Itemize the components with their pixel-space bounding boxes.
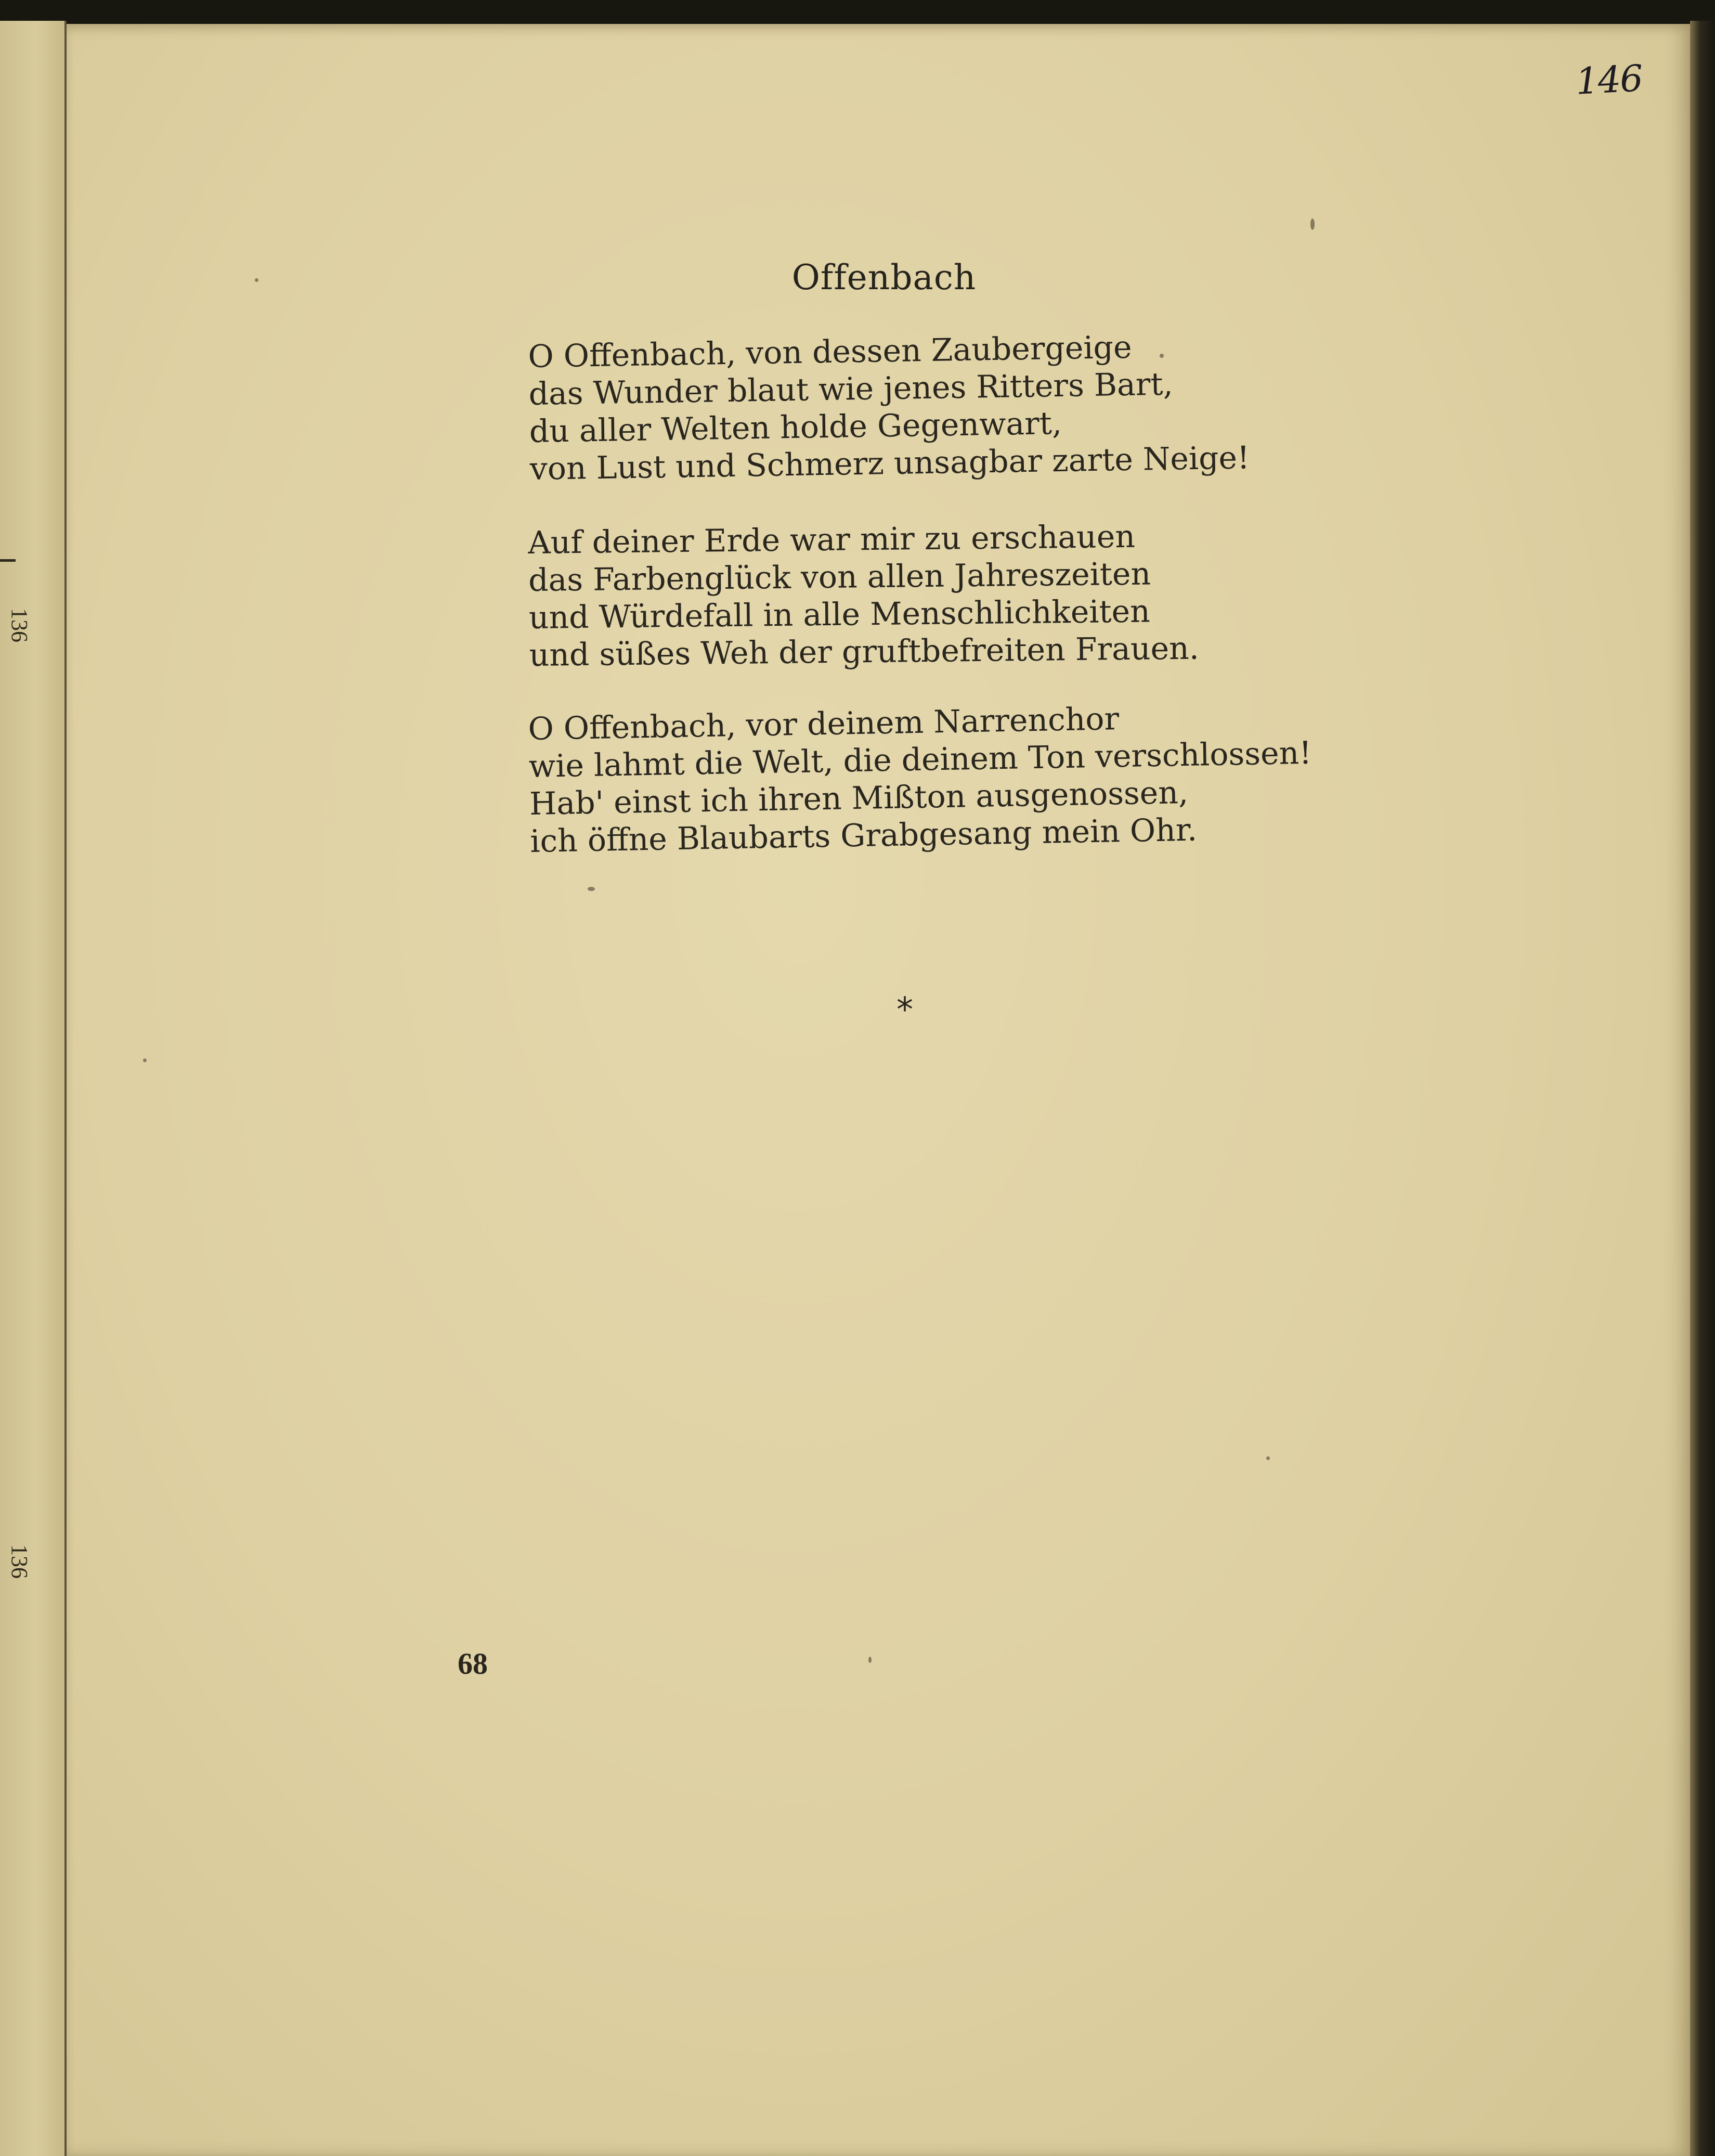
poem-title: Offenbach [791,257,977,298]
scanner-frame-right [1690,21,1715,2156]
paper-speck [143,1058,147,1062]
scanner-frame-top [0,0,1715,26]
verse-line: das Farbenglück von allen Jahreszeiten [528,556,1151,599]
verse-line: das Wunder blaut wie jenes Ritters Bart, [528,366,1174,412]
paper-speck [255,278,258,282]
page-number: 68 [458,1647,488,1681]
previous-page-number: 136 [7,608,32,642]
paper-speck [1310,218,1315,230]
previous-page-number: 136 [7,1544,32,1579]
verse-line: du aller Welten holde Gegenwart, [529,405,1062,450]
verse-line: und süßes Weh der gruftbefreiten Frauen. [529,630,1200,674]
stanza [528,516,1341,674]
verse-line: ich öffne Blaubarts Grabgesang mein Ohr. [529,811,1198,860]
verse-line: Auf deiner Erde war mir zu erschauen [528,518,1136,561]
verse-line: und Würdefall in alle Menschlichkeiten [528,593,1151,636]
poem-body [528,329,1339,897]
handwritten-archive-number: 146 [1574,57,1643,103]
margin-tick [0,559,16,562]
verse-line: Hab' einst ich ihren Mißton ausgenossen, [529,774,1189,822]
paper-speck [1160,354,1164,358]
paper-speck [588,887,595,891]
verse-line: wie lahmt die Welt, die deinem Ton verschlossen! [528,734,1312,785]
verse-line: O Offenbach, von dessen Zaubergeige [528,329,1132,375]
stanza [528,696,1342,860]
stanza [528,325,1341,487]
paper-speck [1266,1456,1270,1460]
section-ornament: * [897,991,913,1029]
verse-line: von Lust und Schmerz unsagbar zarte Neige! [529,440,1250,487]
verse-line: O Offenbach, vor deinem Narrenchor [528,701,1120,747]
paper-speck [868,1657,872,1663]
previous-page-edge [0,21,67,2156]
